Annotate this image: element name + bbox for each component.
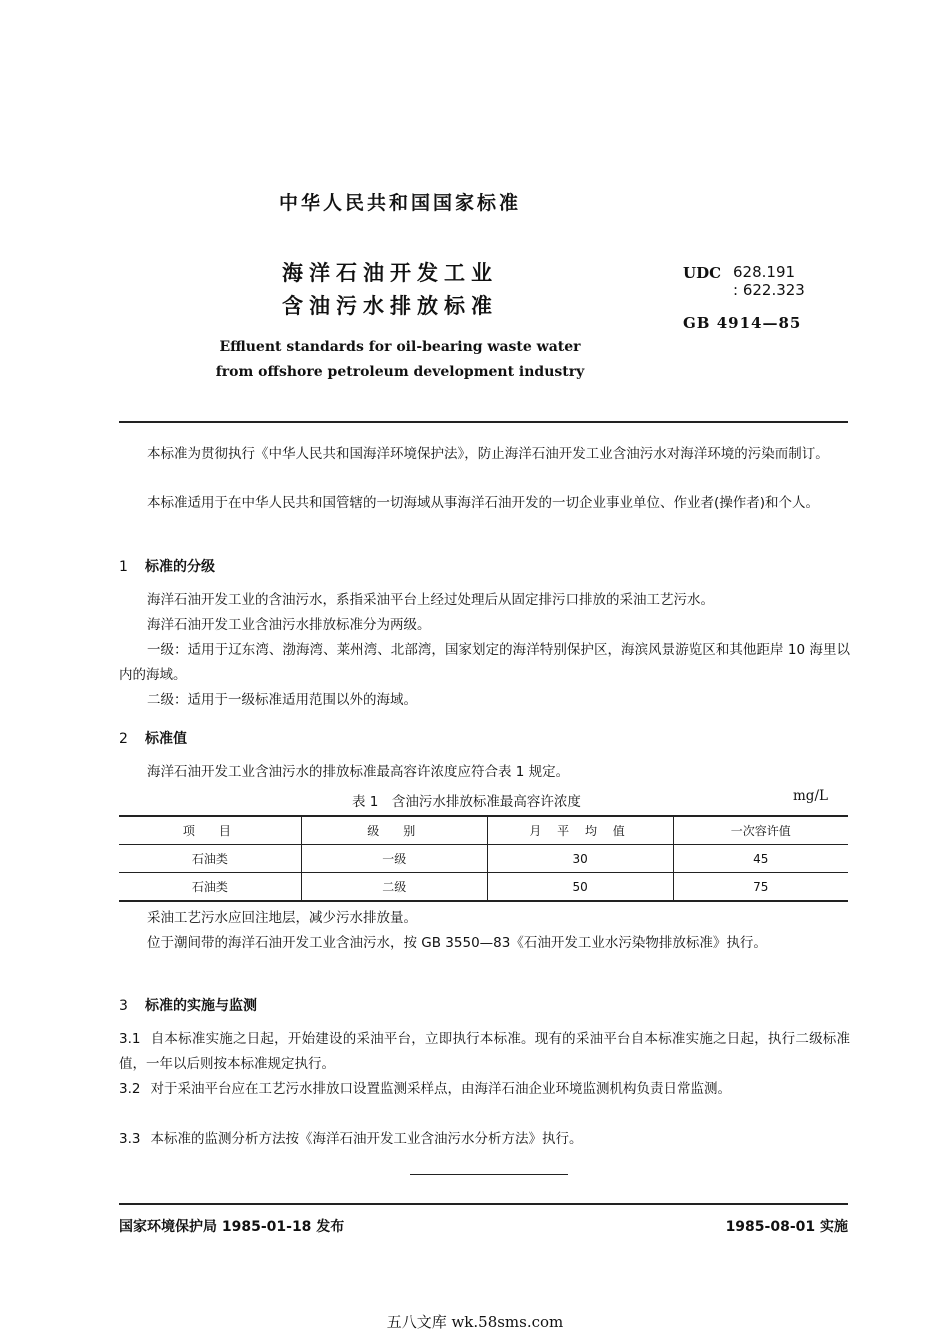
table-row xyxy=(119,845,848,873)
table-header-row xyxy=(119,816,848,845)
intro-paragraph-1: 本标准为贯彻执行《中华人民共和国海洋环境保护法》，防止海洋石油开发工业含油污水对海洋环境的污染而制订。 xyxy=(147,446,829,462)
udc-label: UDC xyxy=(683,264,722,282)
section-1-paragraph-1: 海洋石油开发工业的含油污水，系指采油平台上经过处理后从固定排污口排放的采油工艺污水。 xyxy=(147,592,714,608)
gb-code: GB 4914—85 xyxy=(683,314,802,332)
national-standard-title: 中华人民共和国国家标准 xyxy=(278,192,521,214)
english-title-line2: from offshore petroleum development industry xyxy=(215,364,585,380)
section-title: 标准值 xyxy=(145,731,187,747)
english-title-line1: Effluent standards for oil-bearing waste water xyxy=(219,339,581,355)
clause-3-3 xyxy=(119,1127,850,1152)
cell-item: 石油类 xyxy=(119,845,301,873)
udc-value-1: 628.191 xyxy=(733,263,796,281)
clause-text: 对于采油平台应在工艺污水排放口设置监测采样点，由海洋石油企业环境监测机构负责日常监测。 xyxy=(150,1081,731,1097)
section-title: 标准的实施与监测 xyxy=(145,998,257,1014)
cell-single-allowed: 75 xyxy=(673,873,848,902)
section-2-paragraph-1: 海洋石油开发工业含油污水的排放标准最高容许浓度应符合表 1 规定。 xyxy=(147,764,570,780)
section-1-paragraph-2: 海洋石油开发工业含油污水排放标准分为两级。 xyxy=(147,617,431,633)
cell-monthly-average: 30 xyxy=(487,845,673,873)
section-2-paragraph-2: 采油工艺污水应回注地层，减少污水排放量。 xyxy=(147,910,417,926)
watermark-text: 五八文库 wk.58sms.com xyxy=(386,1313,564,1331)
section-1-paragraph-3: 一级：适用于辽东湾、渤海湾、莱州湾、北部湾，国家划定的海洋特别保护区，海滨风景游览区和其他距岸 10 海里以内的海域。 xyxy=(119,642,850,683)
clause-3-1 xyxy=(119,1027,850,1077)
section-number: 2 xyxy=(119,731,128,747)
header-single-allowed: 一次容许值 xyxy=(673,816,848,845)
cell-grade: 二级 xyxy=(301,873,487,902)
table-row xyxy=(119,873,848,902)
udc-value-2: : 622.323 xyxy=(733,281,805,299)
clause-3-2 xyxy=(119,1077,850,1102)
section-1-paragraph-4: 二级：适用于一级标准适用范围以外的海域。 xyxy=(147,692,417,708)
clause-number: 3.2 xyxy=(119,1081,141,1097)
standard-title-line2: 含油污水排放标准 xyxy=(282,294,498,318)
clause-text: 自本标准实施之日起，开始建设的采油平台，立即执行本标准。现有的采油平台自本标准实施之日起，执行二级标准值，一年以后则按本标准规定执行。 xyxy=(119,1031,850,1072)
footer-divider xyxy=(119,1203,848,1205)
table-unit: mg/L xyxy=(793,788,828,804)
discharge-limits-table xyxy=(119,815,848,902)
end-of-text-rule xyxy=(410,1174,568,1175)
section-title: 标准的分级 xyxy=(145,559,215,575)
effective-date: 1985-08-01 实施 xyxy=(725,1219,848,1235)
section-2-paragraph-3: 位于潮间带的海洋石油开发工业含油污水，按 GB 3550—83《石油开发工业水污染物排放标准》执行。 xyxy=(147,935,767,951)
cell-item: 石油类 xyxy=(119,873,301,902)
section-3-heading xyxy=(119,995,257,1015)
clause-number: 3.1 xyxy=(119,1031,141,1047)
intro-paragraph-2: 本标准适用于在中华人民共和国管辖的一切海域从事海洋石油开发的一切企业事业单位、作业者(操作者)和个人。 xyxy=(147,495,820,511)
section-2-heading xyxy=(119,728,187,748)
header-divider xyxy=(119,421,848,423)
standard-title-line1: 海洋石油开发工业 xyxy=(282,261,498,285)
table-caption: 表 1 含油污水排放标准最高容许浓度 xyxy=(352,794,581,810)
cell-grade: 一级 xyxy=(301,845,487,873)
header-grade: 级 别 xyxy=(301,816,487,845)
section-1-heading xyxy=(119,556,215,576)
cell-single-allowed: 45 xyxy=(673,845,848,873)
clause-number: 3.3 xyxy=(119,1131,141,1147)
cell-monthly-average: 50 xyxy=(487,873,673,902)
header-item: 项 目 xyxy=(119,816,301,845)
issued-date: 国家环境保护局 1985-01-18 发布 xyxy=(119,1219,345,1235)
clause-text: 本标准的监测分析方法按《海洋石油开发工业含油污水分析方法》执行。 xyxy=(150,1131,583,1147)
section-number: 1 xyxy=(119,559,128,575)
header-monthly-average: 月 平 均 值 xyxy=(487,816,673,845)
section-number: 3 xyxy=(119,998,128,1014)
